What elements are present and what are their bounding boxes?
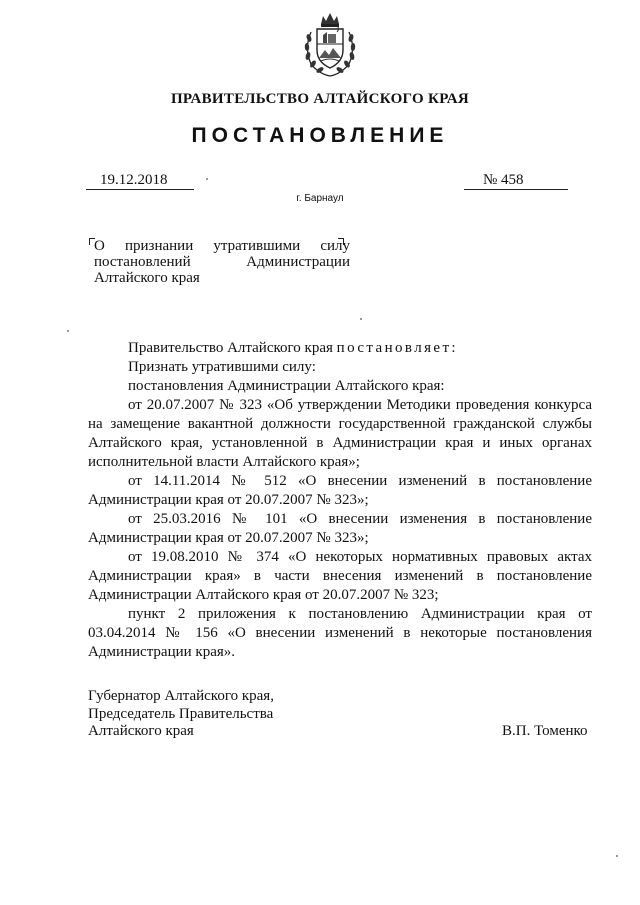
document-date: 19.12.2018: [100, 172, 168, 188]
body-paragraph: от 25.03.2016 № 101 «О внесении изменения в постановление Администрации края от 20.07.2007 № 323»;: [88, 511, 592, 546]
document-body: [88, 339, 592, 662]
document-type-heading: ПОСТАНОВЛЕНИЕ: [191, 124, 449, 147]
scan-speck: [67, 330, 69, 332]
scan-speck: [616, 855, 618, 857]
signature-line-3: Алтайского края: [88, 723, 194, 739]
body-paragraph: от 14.11.2014 № 512 «О внесении изменений в постановление Администрации края от 20.07.2007 № 323»;: [88, 473, 592, 508]
coat-of-arms-icon: [301, 10, 359, 80]
document-subject: О признании утратившими силу постановлений Администрации Алтайского края: [94, 238, 350, 286]
body-paragraph: от 19.08.2010 № 374 «О некоторых нормативных правовых актах Администрации края» в части внесения изменений в постановление Администрации Алтайского края от 20.07.2007 № 323;: [88, 549, 592, 603]
city-label: г. Барнаул: [296, 193, 344, 204]
signature-line-2: Председатель Правительства: [88, 705, 274, 722]
signatory-name: В.П. Томенко: [502, 723, 588, 739]
body-paragraph: пункт 2 приложения к постановлению Администрации края от 03.04.2014 № 156 «О внесении изменений в некоторые постановления Администрации края».: [88, 606, 592, 660]
signature-block: [88, 688, 274, 741]
body-intro: [88, 339, 592, 358]
government-title: ПРАВИТЕЛЬСТВО АЛТАЙСКОГО КРАЯ: [170, 91, 470, 107]
body-paragraph: постановления Администрации Алтайского края:: [128, 378, 445, 394]
body-paragraph: Признать утратившими силу:: [128, 359, 316, 375]
document-number: № 458: [483, 172, 524, 188]
number-underline: [464, 189, 568, 190]
intro-resolves: постановляет:: [336, 340, 458, 356]
signature-line-1: Губернатор Алтайского края,: [88, 688, 274, 704]
date-underline: [86, 189, 194, 190]
body-paragraph: от 20.07.2007 № 323 «Об утверждении Методики проведения конкурса на замещение вакантной должности государственной гражданской службы Алтайского края, установленной в Администрации края и иных органах исполнительной власти Алтайского края»;: [88, 397, 592, 470]
scan-speck: [360, 318, 362, 320]
scan-speck: [206, 178, 208, 180]
intro-text: Правительство Алтайского края: [128, 340, 337, 356]
